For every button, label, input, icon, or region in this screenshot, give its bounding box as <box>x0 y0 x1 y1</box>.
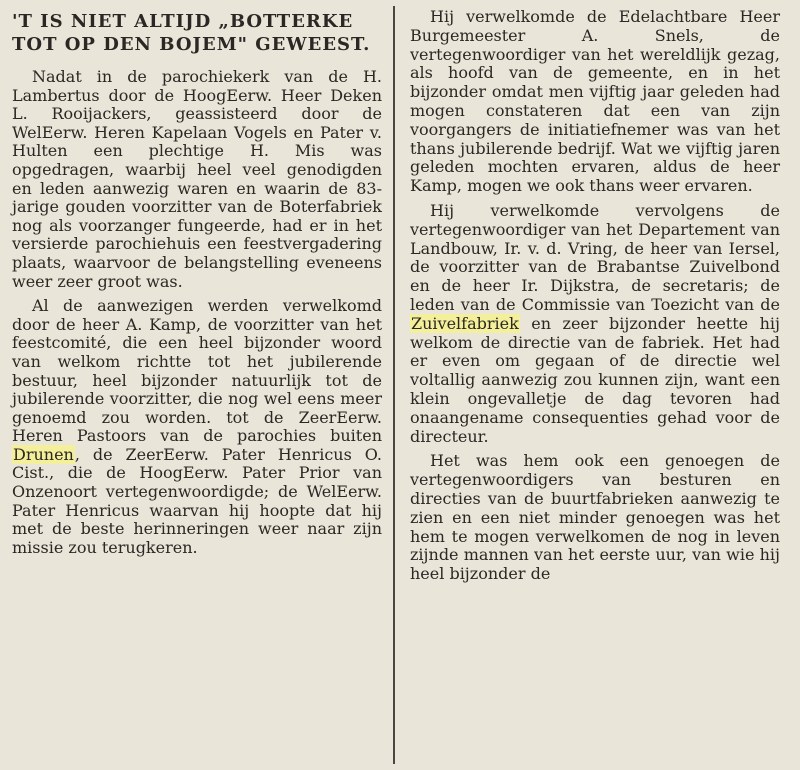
highlight-drunen: Drunen <box>13 444 74 464</box>
article-headline: 'T IS NIET ALTIJD „BOTTERKE TOT OP DEN BOJEM" GEWEEST. <box>12 11 371 55</box>
left-paragraph-2-text-before: Al de aanwezigen werden verwelkomd door de heer A. Kamp, de voorzitter van het feestcomité, die een heel bijzonder woord van welkom richtte tot het jubilerende bestuur, heel bijzonder natuurlijk tot de jubilerende voorzitter, die nog wel eens meer genoemd zou worden. tot de ZeerEerw. Heren Pastoors van de parochies buiten <box>12 296 382 446</box>
right-column <box>410 0 780 590</box>
highlight-zuivelfabriek: Zuivelfabriek <box>411 313 519 333</box>
left-paragraph-2-text-after: , de ZeerEerw. Pater Henricus O. Cist., die de HoogEerw. Pater Prior van Onzenoort vertegenwoordigde; de WelEerw. Pater Henricus waarvan hij hoopte dat hij met de beste herinneringen weer naar zijn missie zou terugkeren. <box>12 444 382 557</box>
right-paragraph-2-text-after: en zeer bijzonder heette hij welkom de directie van de fabriek. Het had er even om gegaan of de directie wel voltallig aanwezig zou kunnen zijn, want een klein ongevalletje de dag tevoren had onaangename consequenties gehad voor de directeur. <box>410 313 780 446</box>
right-paragraph-2-text-before: Hij verwelkomde vervolgens de vertegenwoordiger van het Departement van Landbouw, Ir. v. d. Vring, de heer van Iersel, de voorzitter van de Brabantse Zuivelbond en de heer Ir. Dijkstra, de secretaris; de leden van de Commissie van Toezicht van de <box>410 200 780 314</box>
right-paragraph-2 <box>410 202 780 446</box>
right-paragraph-1: Hij verwelkomde de Edelachtbare Heer Burgemeester A. Snels, de vertegenwoordiger van het wereldlijk gezag, als hoofd van de gemeente, en in het bijzonder omdat men vijftig jaar geleden had mogen constateren dat een van zijn voorgangers de initiatiefnemer was van het thans jubilerende bedrijf. Wat we vijftig jaren geleden mochten ervaren, aldus de heer Kamp, mogen we ook thans weer ervaren. <box>410 7 780 196</box>
left-column <box>12 0 382 563</box>
left-paragraph-1: Nadat in de parochiekerk van de H. Lambertus door de HoogEerw. Heer Deken L. Rooijackers, geassisteerd door de WelEerw. Heren Kapelaan Vogels en Pater v. Hulten een plechtige H. Mis was opgedragen, waarbij heel veel genodigden en leden aanwezig waren en waarin de 83-jarige gouden voorzitter van de Boterfabriek nog als voorzanger fungeerde, had er in het versierde parochiehuis een feestvergadering plaats, waarvoor de belangstelling eveneens weer zeer groot was. <box>12 67 382 291</box>
right-paragraph-3: Het was hem ook een genoegen de vertegenwoordigers van besturen en directies van de buurtfabrieken aanwezig te zien en een niet minder genoegen was het hem te mogen verwelkomen de nog in leven zijnde mannen van het eerste uur, van wie hij heel bijzonder de <box>410 451 780 584</box>
column-divider <box>393 6 395 764</box>
left-paragraph-2 <box>12 297 382 557</box>
